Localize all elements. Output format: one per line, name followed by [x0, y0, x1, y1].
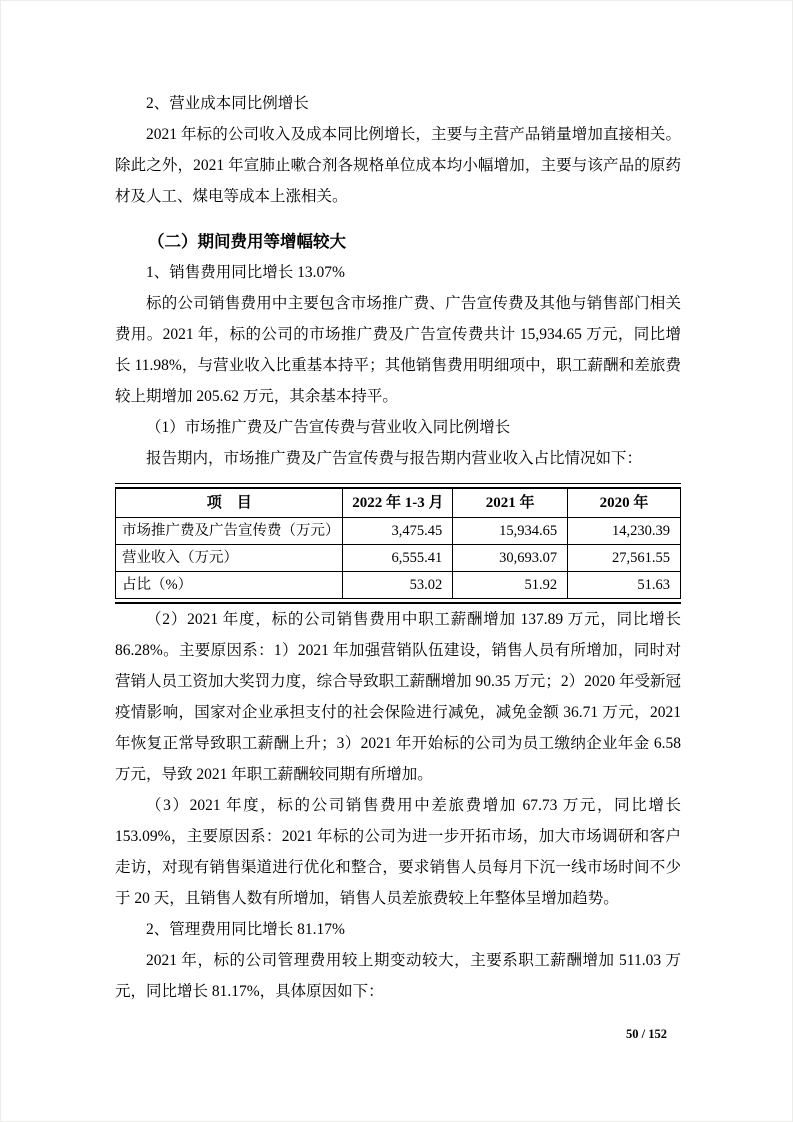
table-row — [116, 572, 681, 599]
table-header-2020: 2020 年 — [568, 488, 681, 518]
table-cell-value: 27,561.55 — [568, 545, 681, 572]
paragraph-item1-intro: 报告期内，市场推广费及广告宣传费与报告期内营业收入占比情况如下： — [146, 450, 643, 467]
paragraph-sales-title: 1、销售费用同比增长 13.07% — [146, 264, 345, 281]
paragraph-sales-body: 标的公司销售费用中主要包含市场推广费、广告宣传费及其他与销售部门相关费用。2021 年，标的公司的市场推广费及广告宣传费共计 15,934.65 万元，同比增长 11.98%，与营业收入比重基本持平；其他销售费用明细项中，职工薪酬和差旅费较上期增加 205.62 万元，其余基本持平。 — [115, 295, 681, 405]
table-header-row — [116, 488, 681, 518]
ratio-table-wrapper — [115, 483, 681, 604]
table-cell-label: 市场推广费及广告宣传费（万元） — [116, 518, 343, 545]
paragraph-admin-body: 2021 年，标的公司管理费用较上期变动较大，主要系职工薪酬增加 511.03 万元，同比增长 81.17%，具体原因如下： — [115, 952, 681, 1000]
paragraph-item1-title: （1）市场推广费及广告宣传费与营业收入同比例增长 — [146, 419, 511, 436]
table-row — [116, 518, 681, 545]
table-cell-label: 营业收入（万元） — [116, 545, 343, 572]
table-cell-value: 51.63 — [568, 572, 681, 599]
paragraph-item2: （2）2021 年度，标的公司销售费用中职工薪酬增加 137.89 万元，同比增长 86.28%。主要原因系：1）2021 年加强营销队伍建设，销售人员有所增加，同时对营销人员工资加大奖罚力度，综合导致职工薪酬增加 90.35 万元；2）2020 年受新冠疫情影响，国家对企业承担支付的社会保险进行减免，减免金额 36.71 万元，2021 年恢复正常导致职工薪酬上升；3）2021 年开始标的公司为员工缴纳企业年金 6.58 万元，导致 2021 年职工薪酬较同期有所增加。 — [115, 611, 681, 783]
table-header-2022q1: 2022 年 1-3 月 — [343, 488, 453, 518]
table-cell-label: 占比（%） — [116, 572, 343, 599]
table-cell-value: 53.02 — [343, 572, 453, 599]
table-cell-value: 15,934.65 — [453, 518, 568, 545]
page-content — [115, 0, 681, 1007]
table-header-2021: 2021 年 — [453, 488, 568, 518]
paragraph-item3: （3）2021 年度，标的公司销售费用中差旅费增加 67.73 万元，同比增长 153.09%，主要原因系：2021 年标的公司为进一步开拓市场，加大市场调研和客户走访，对现有销售渠道进行优化和整合，要求销售人员每月下沉一线市场时间不少于 20 天，且销售人数有所增加，销售人员差旅费较上年整体呈增加趋势。 — [115, 797, 681, 907]
table-cell-value: 30,693.07 — [453, 545, 568, 572]
paragraph-cost-title: 2、营业成本同比例增长 — [146, 95, 309, 112]
table-cell-value: 14,230.39 — [568, 518, 681, 545]
ratio-table — [115, 487, 681, 599]
paragraph-admin-title: 2、管理费用同比增长 81.17% — [146, 921, 345, 938]
section-heading: （二）期间费用等增幅较大 — [148, 232, 346, 251]
page-number: 50 / 152 — [626, 1027, 667, 1041]
table-cell-value: 51.92 — [453, 572, 568, 599]
table-cell-value: 3,475.45 — [343, 518, 453, 545]
paragraph-cost-body: 2021 年标的公司收入及成本同比例增长，主要与主营产品销量增加直接相关。除此之外，2021 年宣肺止嗽合剂各规格单位成本均小幅增加，主要与该产品的原药材及人工、煤电等成本上涨相关。 — [115, 126, 681, 205]
table-cell-value: 6,555.41 — [343, 545, 453, 572]
table-header-item: 项 目 — [116, 488, 343, 518]
table-row — [116, 545, 681, 572]
